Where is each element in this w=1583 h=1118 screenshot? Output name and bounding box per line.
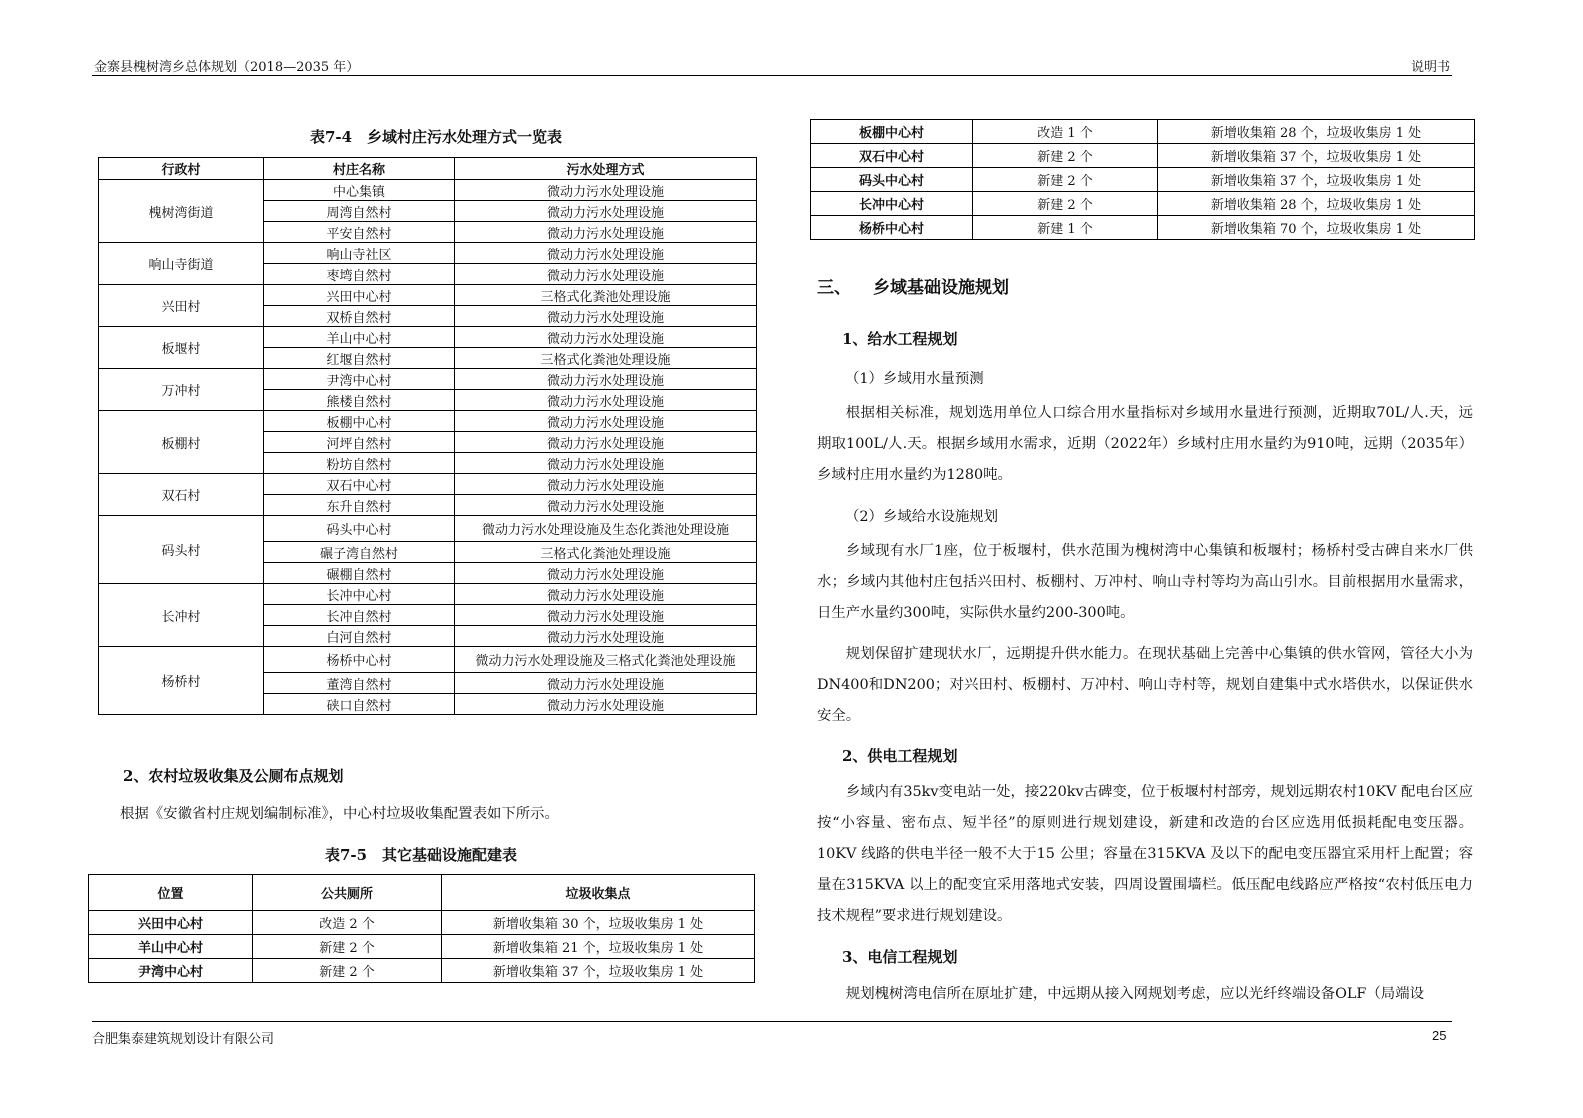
- telecom-heading: 3、电信工程规划: [842, 948, 958, 966]
- table74-method-cell: 三格式化粪池处理设施: [455, 542, 757, 563]
- table74-method-cell: 三格式化粪池处理设施: [455, 285, 757, 306]
- table75-garbage-cell: 新增收集箱 70 个，垃圾收集房 1 处: [1158, 216, 1475, 240]
- table74-admin-cell: 杨桥村: [99, 647, 264, 715]
- table74-header-village: 村庄名称: [264, 158, 455, 180]
- table75-toilet-cell: 新建 2 个: [253, 935, 442, 959]
- table74-village-cell: 羊山中心村: [264, 327, 455, 348]
- table74-village-cell: 东升自然村: [264, 495, 455, 516]
- table75-toilet-cell: 改造 2 个: [253, 911, 442, 935]
- table74-method-cell: 微动力污水处理设施: [455, 369, 757, 390]
- section2-paragraph: 根据《安徽省村庄规划编制标准》，中心村垃圾收集配置表如下所示。: [120, 806, 559, 822]
- water-para3: 规划保留扩建现状水厂，远期提升供水能力。在现状基础上完善中心集镇的供水管网，管径大小为DN400和DN200；对兴田村、板棚村、万冲村、响山寺村等，规划自建集中式水塔供水，以保证供水安全。: [817, 646, 1473, 724]
- table74-method-cell: 微动力污水处理设施: [455, 390, 757, 411]
- table75-row: [811, 168, 1475, 192]
- table74-village-cell: 长冲中心村: [264, 584, 455, 605]
- table74-method-cell: 微动力污水处理设施: [455, 243, 757, 264]
- table74-village-cell: 河坪自然村: [264, 432, 455, 453]
- table74-village-cell: 平安自然村: [264, 222, 455, 243]
- table75-left: [88, 874, 755, 983]
- table74-village-cell: 粉坊自然村: [264, 453, 455, 474]
- table75-header-toilet: 公共厕所: [253, 875, 442, 911]
- header-title: 金寨县槐树湾乡总体规划（2018—2035 年）: [94, 60, 360, 75]
- table75-toilet-cell: 新建 2 个: [253, 959, 442, 983]
- table74-method-cell: 微动力污水处理设施: [455, 474, 757, 495]
- table74-method-cell: 微动力污水处理设施: [455, 584, 757, 605]
- table74-method-cell: 微动力污水处理设施: [455, 495, 757, 516]
- header-doc-type: 说明书: [1411, 60, 1451, 75]
- table74-village-cell: 长冲自然村: [264, 605, 455, 626]
- table74-caption: 表7-4 乡域村庄污水处理方式一览表: [309, 128, 563, 146]
- table75-garbage-cell: 新增收集箱 21 个，垃圾收集房 1 处: [442, 935, 755, 959]
- table75-toilet-cell: 新建 2 个: [973, 168, 1158, 192]
- table75-garbage-cell: 新增收集箱 30 个，垃圾收集房 1 处: [442, 911, 755, 935]
- water-para1: 根据相关标准，规划选用单位人口综合用水量指标对乡域用水量进行预测，近期取70L/人.天，远期取100L/人.天。根据乡域用水需求，近期（2022年）乡域村庄用水量约为910吨，远期（2035年）乡域村庄用水量约为1280吨。: [817, 405, 1473, 483]
- table74-method-cell: 微动力污水处理设施: [455, 411, 757, 432]
- table74-village-cell: 周湾自然村: [264, 201, 455, 222]
- table74-village-cell: 硖口自然村: [264, 694, 455, 715]
- table74-village-cell: 板棚中心村: [264, 411, 455, 432]
- section2-heading: 2、农村垃圾收集及公厕布点规划: [123, 767, 344, 785]
- table74-method-cell: 微动力污水处理设施: [455, 694, 757, 715]
- table74-header-method: 污水处理方式: [455, 158, 757, 180]
- table75-toilet-cell: 新建 2 个: [973, 144, 1158, 168]
- table74-village-cell: 白河自然村: [264, 626, 455, 647]
- table75-row: [811, 192, 1475, 216]
- page-number: 25: [1432, 1028, 1447, 1043]
- header-rule: [92, 75, 1452, 76]
- table74-row: [99, 285, 757, 306]
- table75-row: [89, 911, 755, 935]
- table74-method-cell: 微动力污水处理设施: [455, 306, 757, 327]
- power-para: 乡域内有35kv变电站一处，接220kv古碑变，位于板堰村村部旁，规划远期农村10KV 配电台区应按“小容量、密布点、短半径”的原则进行规划建设，新建和改造的台区应选用低损耗配电变压器。10KV 线路的供电半径一般不大于15 公里；容量在315KVA 及以下的配电变压器宜采用杆上配置；容量在315KVA 以上的配变宜采用落地式安装，四周设置围墙栏。低压配电线路应严格按“农村低压电力技术规程”要求进行规划建设。: [817, 784, 1473, 924]
- table75-caption: 表7-5 其它基础设施配建表: [324, 846, 518, 864]
- table74-village-cell: 红堰自然村: [264, 348, 455, 369]
- section3-heading-number: 三、: [817, 278, 851, 298]
- table74-method-cell: 微动力污水处理设施: [455, 180, 757, 201]
- table74-method-cell: 微动力污水处理设施及生态化粪池处理设施: [455, 516, 757, 542]
- footer-rule: [92, 1021, 1452, 1022]
- water-sub1: （1）乡域用水量预测: [845, 371, 984, 387]
- table74-row: [99, 180, 757, 201]
- table75-row: [89, 959, 755, 983]
- table74-method-cell: 三格式化粪池处理设施: [455, 348, 757, 369]
- table74-admin-cell: 长冲村: [99, 584, 264, 647]
- table75-location-cell: 码头中心村: [811, 168, 973, 192]
- table75-garbage-cell: 新增收集箱 28 个，垃圾收集房 1 处: [1158, 192, 1475, 216]
- table74-row: [99, 243, 757, 264]
- table74-village-cell: 双桥自然村: [264, 306, 455, 327]
- table74-method-cell: 微动力污水处理设施: [455, 432, 757, 453]
- table75-location-cell: 双石中心村: [811, 144, 973, 168]
- table74-method-cell: 微动力污水处理设施: [455, 201, 757, 222]
- table74-method-cell: 微动力污水处理设施: [455, 605, 757, 626]
- table74-admin-cell: 双石村: [99, 474, 264, 516]
- table75-location-cell: 板棚中心村: [811, 120, 973, 144]
- table75-toilet-cell: 新建 1 个: [973, 216, 1158, 240]
- table75-row: [811, 120, 1475, 144]
- table74-method-cell: 微动力污水处理设施: [455, 626, 757, 647]
- table74-village-cell: 碾子湾自然村: [264, 542, 455, 563]
- section3-heading: 乡域基础设施规划: [873, 278, 1009, 298]
- table75-toilet-cell: 新建 2 个: [973, 192, 1158, 216]
- table74-row: [99, 516, 757, 542]
- table74-method-cell: 微动力污水处理设施: [455, 222, 757, 243]
- table75-right: [810, 119, 1475, 240]
- footer-company: 合肥集泰建筑规划设计有限公司: [92, 1032, 275, 1047]
- table74-village-cell: 尹湾中心村: [264, 369, 455, 390]
- table74-row: [99, 584, 757, 605]
- table74-admin-cell: 槐树湾街道: [99, 180, 264, 243]
- table74-village-cell: 兴田中心村: [264, 285, 455, 306]
- table74-village-cell: 熊楼自然村: [264, 390, 455, 411]
- table75-row: [89, 935, 755, 959]
- table75-garbage-cell: 新增收集箱 37 个，垃圾收集房 1 处: [1158, 168, 1475, 192]
- table74-admin-cell: 码头村: [99, 516, 264, 584]
- water-para2: 乡域现有水厂1座，位于板堰村，供水范围为槐树湾中心集镇和板堰村；杨桥村受古碑自来水厂供水；乡域内其他村庄包括兴田村、板棚村、万冲村、响山寺村等均为高山引水。目前根据用水量需求，日生产水量约300吨，实际供水量约200-300吨。: [817, 543, 1473, 621]
- table75-header-location: 位置: [89, 875, 253, 911]
- table74-village-cell: 码头中心村: [264, 516, 455, 542]
- table74-method-cell: 微动力污水处理设施及三格式化粪池处理设施: [455, 647, 757, 673]
- table75-garbage-cell: 新增收集箱 37 个，垃圾收集房 1 处: [442, 959, 755, 983]
- table74-village-cell: 杨桥中心村: [264, 647, 455, 673]
- table74-method-cell: 微动力污水处理设施: [455, 563, 757, 584]
- table74-row: [99, 369, 757, 390]
- table74-village-cell: 碾棚自然村: [264, 563, 455, 584]
- table74-village-cell: 双石中心村: [264, 474, 455, 495]
- table75-header-garbage: 垃圾收集点: [442, 875, 755, 911]
- table74: [98, 157, 757, 715]
- power-heading: 2、供电工程规划: [842, 747, 958, 765]
- water-sub2: （2）乡域给水设施规划: [845, 509, 999, 525]
- table74-row: [99, 647, 757, 673]
- table74-village-cell: 响山寺社区: [264, 243, 455, 264]
- table75-toilet-cell: 改造 1 个: [973, 120, 1158, 144]
- water-heading: 1、给水工程规划: [842, 330, 958, 348]
- table75-location-cell: 兴田中心村: [89, 911, 253, 935]
- table75-location-cell: 长冲中心村: [811, 192, 973, 216]
- table74-method-cell: 微动力污水处理设施: [455, 264, 757, 285]
- table74-village-cell: 董湾自然村: [264, 673, 455, 694]
- table75-location-cell: 杨桥中心村: [811, 216, 973, 240]
- table74-row: [99, 411, 757, 432]
- table75-row: [811, 144, 1475, 168]
- table75-location-cell: 尹湾中心村: [89, 959, 253, 983]
- table74-row: [99, 474, 757, 495]
- table74-village-cell: 中心集镇: [264, 180, 455, 201]
- table74-method-cell: 微动力污水处理设施: [455, 327, 757, 348]
- table74-admin-cell: 板堰村: [99, 327, 264, 369]
- table74-method-cell: 微动力污水处理设施: [455, 453, 757, 474]
- table74-row: [99, 327, 757, 348]
- table74-admin-cell: 万冲村: [99, 369, 264, 411]
- table75-row: [811, 216, 1475, 240]
- table74-village-cell: 枣塆自然村: [264, 264, 455, 285]
- table75-location-cell: 羊山中心村: [89, 935, 253, 959]
- table74-method-cell: 微动力污水处理设施: [455, 673, 757, 694]
- table74-admin-cell: 响山寺街道: [99, 243, 264, 285]
- table74-admin-cell: 板棚村: [99, 411, 264, 474]
- telecom-para: 规划槐树湾电信所在原址扩建，中远期从接入网规划考虑，应以光纤终端设备OLF（局端设: [845, 986, 1424, 1002]
- table74-header-admin: 行政村: [99, 158, 264, 180]
- table74-admin-cell: 兴田村: [99, 285, 264, 327]
- table75-garbage-cell: 新增收集箱 37 个，垃圾收集房 1 处: [1158, 144, 1475, 168]
- table75-garbage-cell: 新增收集箱 28 个，垃圾收集房 1 处: [1158, 120, 1475, 144]
